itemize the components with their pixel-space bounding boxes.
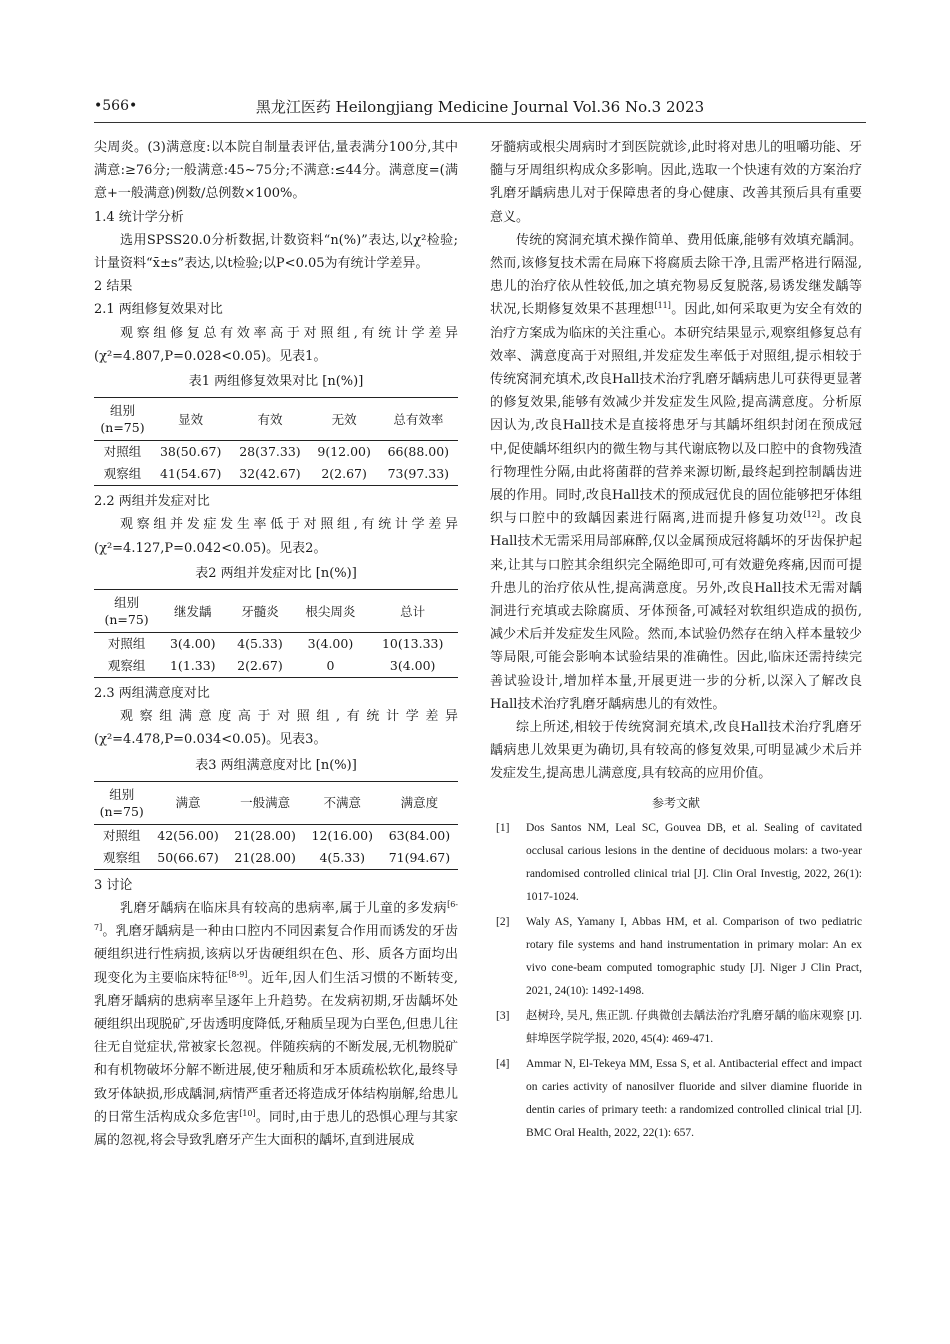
table-cell: 10(13.33) <box>381 636 444 652</box>
text-run: 传统的窝洞充填术操作简单、费用低廉,能够有效填充龋洞。然而,该修复技术需在局麻下将腐质去除干净,且需严格进行隔湿,患儿的治疗依从性较低,加之填充物易反复脱落,易诱发继发龋等状况,长期修复效果不甚理想 <box>490 232 862 318</box>
table-cell: 3(4.00) <box>169 636 216 652</box>
results-table <box>94 397 458 486</box>
table-row <box>94 441 458 464</box>
table-cell: 观察组 <box>102 849 141 865</box>
page-header <box>94 96 866 122</box>
paragraph <box>490 229 862 716</box>
reference-text: 赵树玲, 吴凡, 焦正凯. 仔典微创去龋法治疗乳磨牙龋的临床观察 [J]. 蚌埠医学院学报, 2020, 45(4): 469-471. <box>526 1009 862 1045</box>
table-caption: 表3 两组满意度对比 [n(%)] <box>195 757 357 773</box>
table-cell: 4(5.33) <box>319 849 366 865</box>
citation: [10] <box>239 1108 256 1118</box>
table-cell: 41(54.67) <box>159 466 222 482</box>
text-run: 。改良Hall技术无需采用局部麻醉,仅以金属预成冠将龋坏的牙齿保护起来,让其与口腔其余组织完全隔绝即可,可有效避免疼痛,因而可提升患儿的治疗依从性,提高满意度。另外,改良Hall技术无需对龋洞进行充填或去除腐质、牙体预备,可减轻对软组织造成的损伤,减少术后并发症发生风险。然而,本试验仍然存在纳入样本量较少等局限,可能会影响本试验结果的准确性。因此,临床还需持续完善试验设计,增加样本量,开展更进一步的分析,以深入了解改良Hall技术治疗乳磨牙龋病患儿的有效性。 <box>490 511 862 712</box>
reference-number: [1] <box>496 821 510 834</box>
references-heading: 参考文献 <box>651 795 700 810</box>
table-cell: 42(56.00) <box>157 827 219 843</box>
reference-number: [4] <box>496 1057 510 1070</box>
table-header-cell: 有效 <box>257 411 283 427</box>
table-cell: 21(28.00) <box>234 827 296 843</box>
table-cell: 观察组 <box>107 658 146 674</box>
table-header-cell: 总有效率 <box>393 411 444 427</box>
text-run: 。因此,如何采取更为安全有效的治疗方案成为临床的关注重心。本研究结果显示,观察组修复总有效率、满意度高于对照组,并发症发生率低于对照组,提示相较于传统窝洞充填术,改良Hall技术治疗乳磨牙龋病患儿可获得更显著的修复效果,能够有效减少并发症发生风险,提高满意度。分析原因认为,改良Hall技术是直接将患牙与其龋坏组织封闭在预成冠中,促使龋坏组织内的微生物与其代谢底物以及口腔中的食物残渣行物理性分隔,由此将菌群的营养来源切断,最终起到控制龋齿进展的作用。同时,改良Hall技术的预成冠优良的固位能够把牙体组织与口腔中的致龋因素进行隔离,进而提升修复功效 <box>490 302 862 527</box>
table-cell: 1(1.33) <box>169 658 216 674</box>
table-cell: 66(88.00) <box>387 444 450 460</box>
table-header-cell: 满意度 <box>400 795 439 811</box>
reference-text: Waly AS, Yamany I, Abbas HM, et al. Comparison of two pediatric rotary file systems and hand instrumentation in primary molar: An ex vivo cone-beam computed tomographic study [J]. Niger J Clin Pract, 2021, 24(10): 1492-1498. <box>526 915 862 997</box>
table-row <box>94 463 458 486</box>
table-header-cell: 总计 <box>400 603 426 619</box>
table-cell: 4(5.33) <box>237 636 283 652</box>
table-header-cell: 组别 (n=75) <box>99 786 144 819</box>
reference-text: Ammar N, El-Tekeya MM, Essa S, et al. Antibacterial effect and impact on caries activity of nanosilver fluoride and silver diamine fluoride in dentin caries of primary teeth: a randomized controlled clinical trial [J]. BMC Oral Health, 2022, 22(1): 657. <box>526 1057 862 1139</box>
paragraph <box>94 897 458 1152</box>
table-cell: 9(12.00) <box>317 444 371 460</box>
table-caption: 表2 两组并发症对比 [n(%)] <box>195 565 357 581</box>
text-run: 。同时,由于患儿的恐惧心理与其家属的忽视,将会导致乳磨牙产生大面积的龋坏,直到进展成 <box>94 1109 458 1149</box>
table-row <box>94 633 458 656</box>
table-header-cell: 牙髓炎 <box>241 603 279 619</box>
table-cell: 63(84.00) <box>388 827 451 843</box>
header-rule <box>94 122 866 123</box>
text-run: 。近年,因人们生活习惯的不断转变,乳磨牙龋病的患病率呈逐年上升趋势。在发病初期,牙齿龋坏处硬组织出现脱矿,牙齿透明度降低,牙釉质呈现为白垩色,但患儿往往无自觉症状,常被家长忽视。伴随疾病的不断发展,无机物脱矿和有机物破坏分解不断进展,使牙釉质和牙本质疏松软化,最终导致牙体缺损,形成龋洞,病情严重者还将造成牙体结构崩解,给患儿的日常生活构成众多危害 <box>94 970 458 1125</box>
right-column <box>490 136 862 1147</box>
table-header-cell: 无效 <box>331 411 357 427</box>
section-heading: 2.2 两组并发症对比 <box>94 494 210 510</box>
citation: [8-9] <box>228 969 248 979</box>
paragraph: 观察组并发症发生率低于对照组,有统计学差异(χ²=4.127,P=0.042<0.05)。见表2。 <box>94 517 458 556</box>
table-header-cell: 显效 <box>178 411 204 427</box>
table-cell: 2(2.67) <box>237 658 283 674</box>
table-header-cell: 组别 (n=75) <box>104 595 149 628</box>
citation: [11] <box>654 301 671 311</box>
table-cell: 对照组 <box>107 636 146 652</box>
table-cell: 28(37.33) <box>239 444 301 460</box>
section-heading: 3 讨论 <box>94 877 133 893</box>
table-cell: 对照组 <box>102 827 141 843</box>
table-header-cell: 不满意 <box>323 795 362 811</box>
table-cell: 对照组 <box>103 444 142 460</box>
table-header-row <box>94 398 458 441</box>
page-number: •566• <box>94 98 138 114</box>
section-heading: 2 结果 <box>94 279 133 295</box>
paragraph: 尖周炎。(3)满意度:以本院自制量表评估,量表满分100分,其中满意:≥76分;一般满意:45~75分;不满意:≤44分。满意度=(满意+一般满意)例数/总例数×100%。 <box>94 140 458 202</box>
table-cell: 3(4.00) <box>307 636 354 652</box>
reference-number: [2] <box>496 915 510 928</box>
table-header-cell: 一般满意 <box>240 795 291 811</box>
table-cell: 21(28.00) <box>234 849 296 865</box>
paragraph: 观察组修复总有效率高于对照组,有统计学差异(χ²=4.807,P=0.028<0.05)。见表1。 <box>94 325 458 364</box>
paragraph: 综上所述,相较于传统窝洞充填术,改良Hall技术治疗乳磨牙龋病患儿效果更为确切,具有较高的修复效果,可明显减少术后并发症发生,提高患儿满意度,具有较高的应用价值。 <box>490 720 862 782</box>
journal-running-title: 黑龙江医药 Heilongjiang Medicine Journal Vol.36 No.3 2023 <box>255 98 705 116</box>
citation: [6-7] <box>94 900 458 933</box>
table-cell: 38(50.67) <box>159 444 222 460</box>
table-cell: 12(16.00) <box>311 827 373 843</box>
table-caption: 表1 两组修复效果对比 [n(%)] <box>188 374 364 390</box>
reference-text: Dos Santos NM, Leal SC, Gouvea DB, et al. Sealing of cavitated occlusal carious lesions in the dentine of deciduous molars: a two-year randomised controlled clinical trial [J]. Clin Oral Investig, 2022, 26(1): 1017-1024. <box>526 821 862 903</box>
table-header-row <box>94 590 458 633</box>
results-table <box>94 781 458 870</box>
paragraph: 选用SPSS20.0分析数据,计数资料“n(%)”表达,以χ²检验;计量资料“x̄±s”表达,以t检验;以P<0.05为有统计学差异。 <box>94 232 458 272</box>
table-cell: 50(66.67) <box>157 849 219 865</box>
table-cell: 73(97.33) <box>387 466 450 482</box>
reference-number: [3] <box>496 1009 510 1022</box>
citation: [12] <box>803 510 820 520</box>
table-cell: 2(2.67) <box>321 466 367 482</box>
table-cell: 71(94.67) <box>388 849 451 865</box>
table-header-cell: 满意 <box>175 795 201 811</box>
text-run: 。乳磨牙龋病是一种由口腔内不同因素复合作用而诱发的牙齿硬组织进行性病损,该病以牙齿硬组织在色、形、质各方面均出现变化为主要临床特征 <box>94 924 458 986</box>
table-cell: 3(4.00) <box>389 658 436 674</box>
results-table <box>94 589 458 678</box>
table-cell: 0 <box>326 658 335 674</box>
table-row <box>94 824 458 847</box>
reference-item <box>490 817 862 909</box>
reference-item <box>490 911 862 1003</box>
reference-list <box>490 817 862 1145</box>
reference-item <box>490 1053 862 1145</box>
table-header-cell: 根尖周炎 <box>305 603 356 619</box>
table-header-row <box>94 781 458 824</box>
table-cell: 观察组 <box>103 466 142 482</box>
table-row <box>94 847 458 870</box>
reference-item <box>490 1005 862 1051</box>
table-row <box>94 655 458 678</box>
section-heading: 2.1 两组修复效果对比 <box>94 302 223 318</box>
table-header-cell: 继发龋 <box>174 603 212 619</box>
table-cell: 32(42.67) <box>239 466 301 482</box>
table-header-cell: 组别 (n=75) <box>100 403 145 436</box>
paragraph: 观察组满意度高于对照组,有统计学差异(χ²=4.478,P=0.034<0.05)。见表3。 <box>94 709 458 748</box>
paragraph: 牙髓病或根尖周病时才到医院就诊,此时将对患儿的咀嚼功能、牙髓与牙周组织构成众多影响。因此,选取一个快速有效的方案治疗乳磨牙龋病患儿对于保障患者的身心健康、改善其预后具有重要意义。 <box>490 140 862 225</box>
section-heading: 1.4 统计学分析 <box>94 209 184 225</box>
left-column <box>94 136 458 1152</box>
section-heading: 2.3 两组满意度对比 <box>94 686 210 702</box>
text-run: 乳磨牙龋病在临床具有较高的患病率,属于儿童的多发病 <box>120 901 448 917</box>
